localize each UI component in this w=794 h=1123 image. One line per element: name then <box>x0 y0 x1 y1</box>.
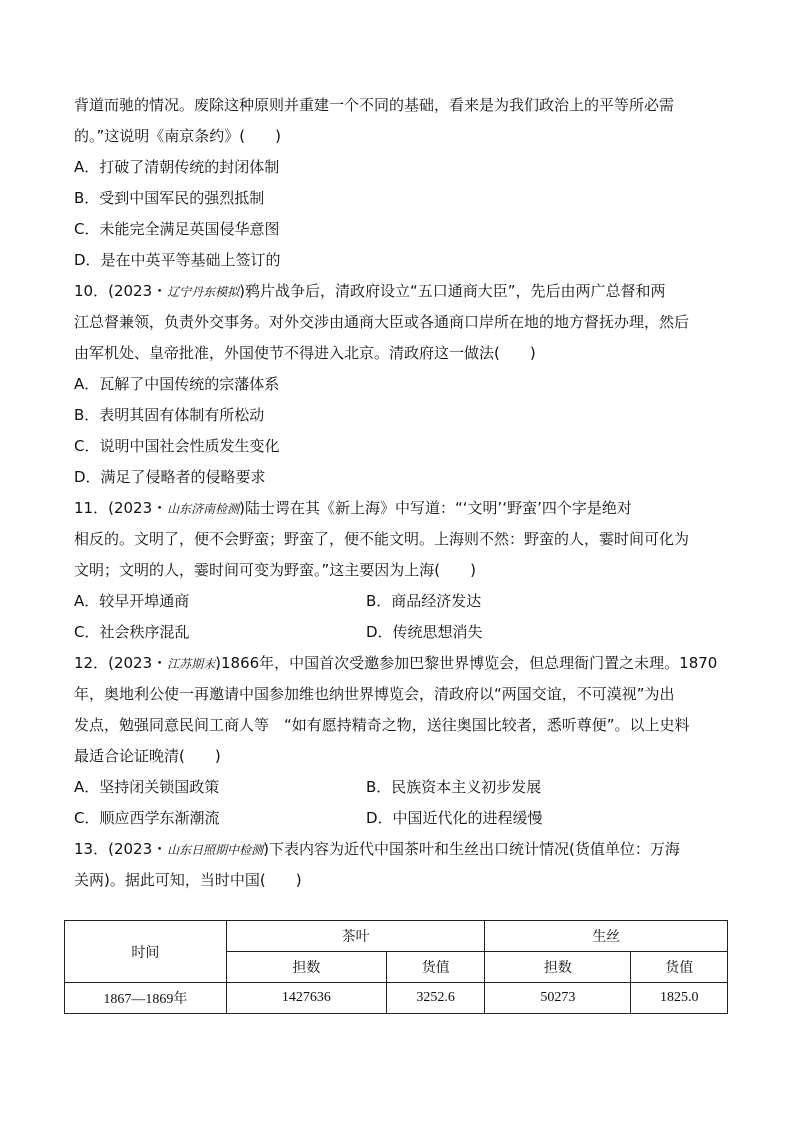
q10-option-b[interactable]: B．表明其固有体制有所松动 <box>74 406 265 424</box>
table-cell-value: 1825.0 <box>631 983 728 1014</box>
q13-source: 山东日照期中检测 <box>167 843 264 857</box>
q11-options-row <box>74 617 730 648</box>
q11-source: 山东济南检测 <box>167 502 240 516</box>
q12-option-a[interactable]: A．坚持闭关锁国政策 <box>74 778 220 796</box>
q10-stem-line <box>74 276 730 307</box>
table-subheader-cell: 担数 <box>485 952 631 983</box>
q12-options-row <box>74 803 730 834</box>
q11-text-line: 文明；文明的人，霎时间可变为野蛮。”这主要因为上海( ) <box>74 561 476 579</box>
q12-text-line: 发点，勉强同意民间工商人等 “如有愿持精奇之物，送往奥国比较者，悉听尊便”。以上史料 <box>74 716 690 734</box>
q12-text-line: 最适合论证晚清( ) <box>74 747 221 765</box>
table-row <box>65 983 728 1014</box>
q11-number: 11．(2023・ <box>74 499 168 517</box>
q12-text-line: 年，奥地利公使一再邀请中国参加维也纳世界博览会，清政府以“两国交谊，不可漠视”为出 <box>74 685 675 703</box>
table-header-silk: 生丝 <box>485 921 728 952</box>
table-header-time: 时间 <box>65 921 227 983</box>
table-cell-time: 1867—1869年 <box>65 983 227 1014</box>
q9-text-line: 背道而驰的情况。废除这种原则并重建一个不同的基础，看来是为我们政治上的平等所必需 <box>74 96 675 114</box>
table-cell-value: 3252.6 <box>386 983 484 1014</box>
q11-option-d[interactable]: D．传统思想消失 <box>366 623 483 641</box>
table-subheader-cell: 货值 <box>386 952 484 983</box>
table-subheader-cell: 货值 <box>631 952 728 983</box>
q9-option-c[interactable]: C．未能完全满足英国侵华意图 <box>74 220 280 238</box>
q10-text-line: 由军机处、皇帝批准，外国使节不得进入北京。清政府这一做法( ) <box>74 344 536 362</box>
q9-option-d[interactable]: D．是在中英平等基础上签订的 <box>74 251 281 269</box>
q9-option-b[interactable]: B．受到中国军民的强烈抵制 <box>74 189 265 207</box>
table-subheader-cell: 担数 <box>226 952 386 983</box>
q12-source: 江苏期末 <box>167 657 216 671</box>
q13-stem-line <box>74 834 730 865</box>
q10-number: 10．(2023・ <box>74 282 168 300</box>
q10-option-d[interactable]: D．满足了侵略者的侵略要求 <box>74 468 266 486</box>
q13-stem-text: )下表内容为近代中国茶叶和生丝出口统计情况(货值单位：万海 <box>263 840 680 858</box>
q11-option-b[interactable]: B．商品经济发达 <box>366 592 482 610</box>
q9-option-a[interactable]: A．打破了清朝传统的封闭体制 <box>74 158 280 176</box>
q12-number: 12．(2023・ <box>74 654 168 672</box>
q12-option-b[interactable]: B．民族资本主义初步发展 <box>366 778 542 796</box>
q11-stem-line <box>74 493 730 524</box>
q10-text-line: 江总督兼领，负责外交事务。对外交涉由通商大臣或各通商口岸所在地的地方督抚办理，然后 <box>74 313 690 331</box>
q10-option-a[interactable]: A．瓦解了中国传统的宗藩体系 <box>74 375 280 393</box>
question-page <box>74 90 730 896</box>
q11-option-c[interactable]: C．社会秩序混乱 <box>74 623 190 641</box>
q13-number: 13．(2023・ <box>74 840 168 858</box>
table-cell-value: 1427636 <box>226 983 386 1014</box>
q10-source: 辽宁丹东模拟 <box>167 285 240 299</box>
q10-stem-text: )鸦片战争后，清政府设立“五口通商大臣”，先后由两广总督和两 <box>239 282 666 300</box>
table-cell-value: 50273 <box>485 983 631 1014</box>
table-header-tea: 茶叶 <box>226 921 485 952</box>
q9-text-line: 的。”这说明《南京条约》( ) <box>74 127 281 145</box>
q13-text-line: 关两)。据此可知，当时中国( ) <box>74 871 302 889</box>
q10-option-c[interactable]: C．说明中国社会性质发生变化 <box>74 437 280 455</box>
q12-option-c[interactable]: C．顺应西学东渐潮流 <box>74 809 220 827</box>
export-stats-table <box>64 920 728 1014</box>
q12-stem-line <box>74 648 730 679</box>
q11-option-a[interactable]: A．较早开埠通商 <box>74 592 190 610</box>
q12-option-d[interactable]: D．中国近代化的进程缓慢 <box>366 809 543 827</box>
q11-text-line: 相反的。文明了，便不会野蛮；野蛮了，便不能文明。上海则不然：野蛮的人，霎时间可化为 <box>74 530 690 548</box>
q12-stem-text: )1866年，中国首次受邀参加巴黎世界博览会，但总理衙门置之未理。1870 <box>215 654 718 672</box>
q11-options-row <box>74 586 730 617</box>
q11-stem-text: )陆士谔在其《新上海》中写道：“‘文明’‘野蛮’四个字是绝对 <box>239 499 632 517</box>
table-header-row <box>65 921 728 952</box>
q12-options-row <box>74 772 730 803</box>
